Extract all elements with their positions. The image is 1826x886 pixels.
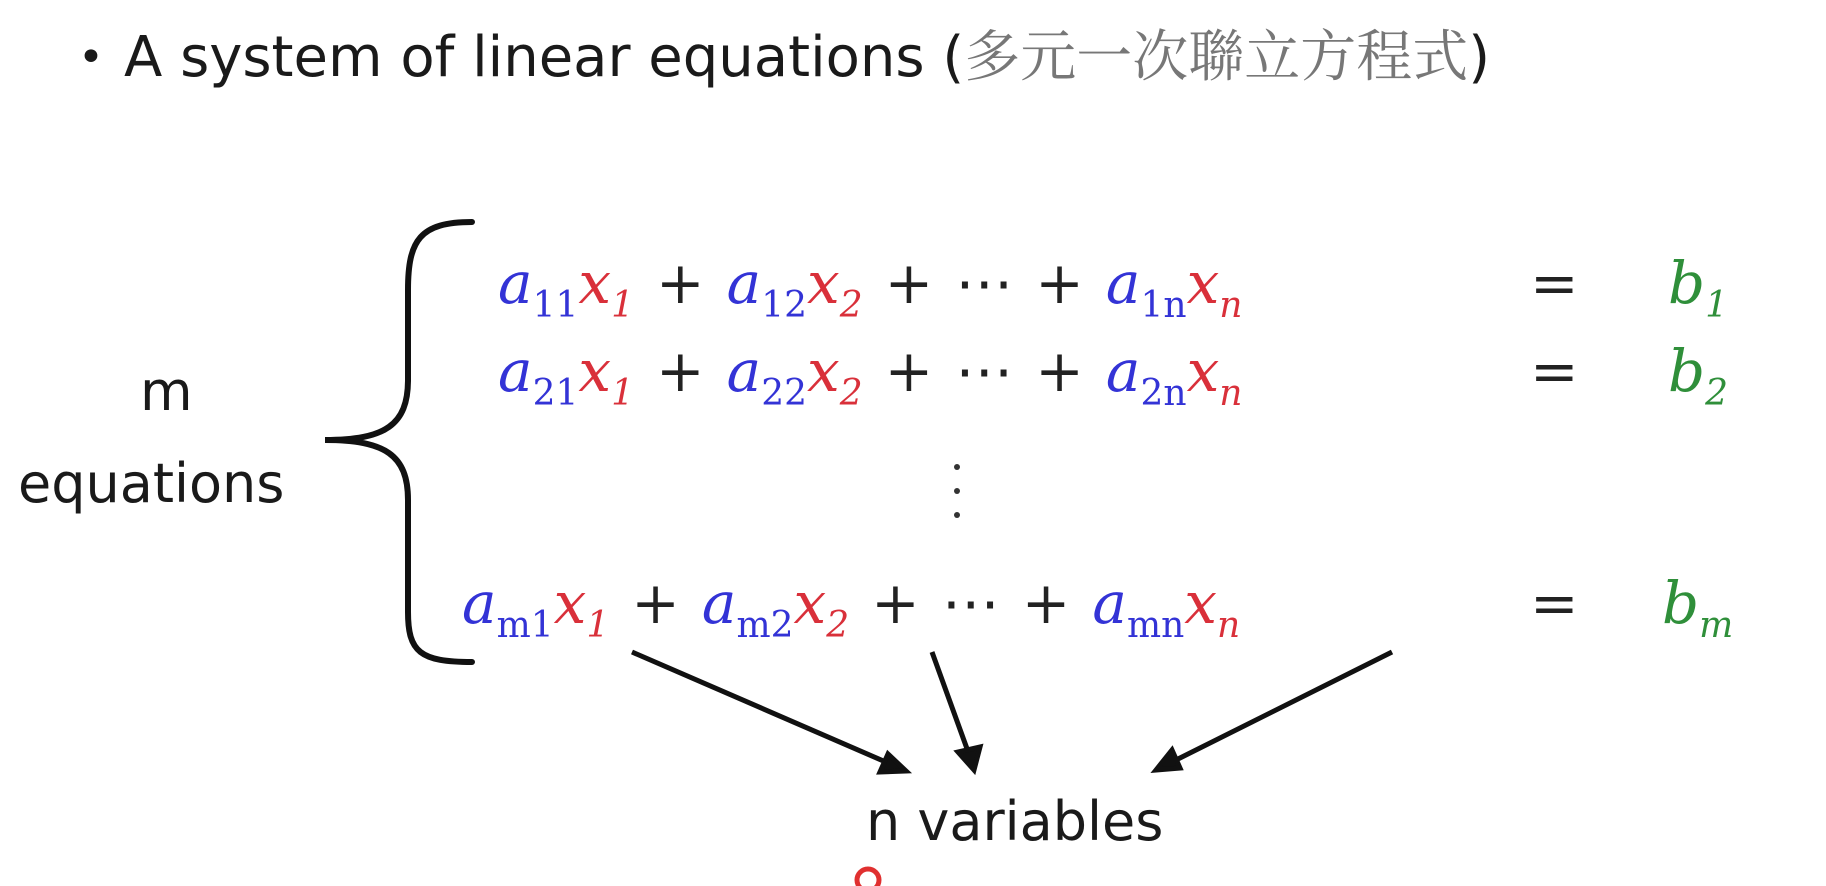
cdots-symbol: ⋯ xyxy=(955,337,1014,405)
variable-symbol: x xyxy=(1186,249,1220,317)
equation-row-1 xyxy=(498,248,1243,326)
coefficient-symbol: a xyxy=(1105,337,1141,405)
coefficient-subscript: mn xyxy=(1126,605,1185,646)
plus-sign: + xyxy=(884,337,934,405)
variable-symbol: x xyxy=(807,337,840,405)
plus-sign: + xyxy=(1035,249,1084,317)
coefficient-symbol: a xyxy=(701,569,737,637)
equation-row-m xyxy=(462,568,1241,646)
plus-sign: + xyxy=(884,249,934,317)
variable-symbol: x xyxy=(1186,337,1220,405)
title-text: A system of linear equations ( xyxy=(123,25,965,90)
equations-label: equations xyxy=(18,452,285,515)
variable-subscript: n xyxy=(1217,605,1241,646)
cdots-symbol: ⋯ xyxy=(955,249,1014,317)
arrow-1 xyxy=(632,652,895,766)
variable-subscript: 2 xyxy=(839,285,863,326)
coefficient-subscript: 21 xyxy=(532,373,579,414)
coefficient-symbol: a xyxy=(1092,569,1127,637)
title-close-paren: ) xyxy=(1468,25,1491,90)
equals-sign: = xyxy=(1530,569,1579,637)
equals-sign: = xyxy=(1530,249,1579,317)
variable-symbol: x xyxy=(793,569,827,637)
arrow-1-head xyxy=(880,754,906,772)
coefficient-subscript: 11 xyxy=(532,285,579,326)
constant-bm: $b_m$ xyxy=(1662,569,1734,646)
arrow-2-head xyxy=(958,747,980,770)
variable-symbol: x xyxy=(807,249,840,317)
plus-sign: + xyxy=(656,337,705,405)
plus-sign: + xyxy=(871,569,920,637)
m-label: m xyxy=(140,360,193,423)
pointer-dot-icon xyxy=(857,869,879,886)
plus-sign: + xyxy=(1035,337,1084,405)
arrow-3 xyxy=(1168,652,1392,764)
equals-sign: = xyxy=(1530,337,1579,405)
variable-subscript: n xyxy=(1219,285,1243,326)
bullet-icon: • xyxy=(78,32,104,83)
variable-subscript: n xyxy=(1219,373,1243,414)
arrow-2 xyxy=(932,652,970,757)
coefficient-subscript: m2 xyxy=(736,605,794,646)
constant-b2: $b_2$ xyxy=(1668,337,1729,414)
coefficient-subscript: m1 xyxy=(496,605,554,646)
coefficient-symbol: a xyxy=(726,337,762,405)
coefficient-symbol: a xyxy=(1105,249,1141,317)
left-curly-brace-icon xyxy=(325,222,472,662)
variable-symbol: x xyxy=(578,337,612,405)
title-cjk-text: 多元一次聯立方程式 xyxy=(964,25,1469,90)
coefficient-symbol: a xyxy=(726,249,762,317)
constant-b1: $b_1$ xyxy=(1668,249,1729,326)
arrow-3-head xyxy=(1156,750,1180,770)
variable-subscript: 2 xyxy=(826,605,850,646)
coefficient-symbol: a xyxy=(498,337,533,405)
variable-symbol: x xyxy=(553,569,587,637)
variable-subscript: 1 xyxy=(611,373,635,414)
variable-subscript: 2 xyxy=(839,373,863,414)
variable-symbol: x xyxy=(1184,569,1217,637)
coefficient-symbol: a xyxy=(498,249,533,317)
coefficient-symbol: a xyxy=(462,569,497,637)
coefficient-subscript: 1n xyxy=(1140,285,1187,326)
plus-sign: + xyxy=(631,569,680,637)
equation-row-2 xyxy=(498,336,1243,414)
plus-sign: + xyxy=(1021,569,1071,637)
coefficient-subscript: 22 xyxy=(761,373,808,414)
variable-symbol: x xyxy=(578,249,612,317)
coefficient-subscript: 12 xyxy=(761,285,808,326)
variable-subscript: 1 xyxy=(611,285,635,326)
plus-sign: + xyxy=(656,249,705,317)
variable-subscript: 1 xyxy=(586,605,610,646)
coefficient-subscript: 2n xyxy=(1140,373,1187,414)
vertical-dots-icon xyxy=(952,456,962,526)
n-variables-label: n variables xyxy=(866,790,1164,853)
cdots-symbol: ⋯ xyxy=(941,569,1000,637)
